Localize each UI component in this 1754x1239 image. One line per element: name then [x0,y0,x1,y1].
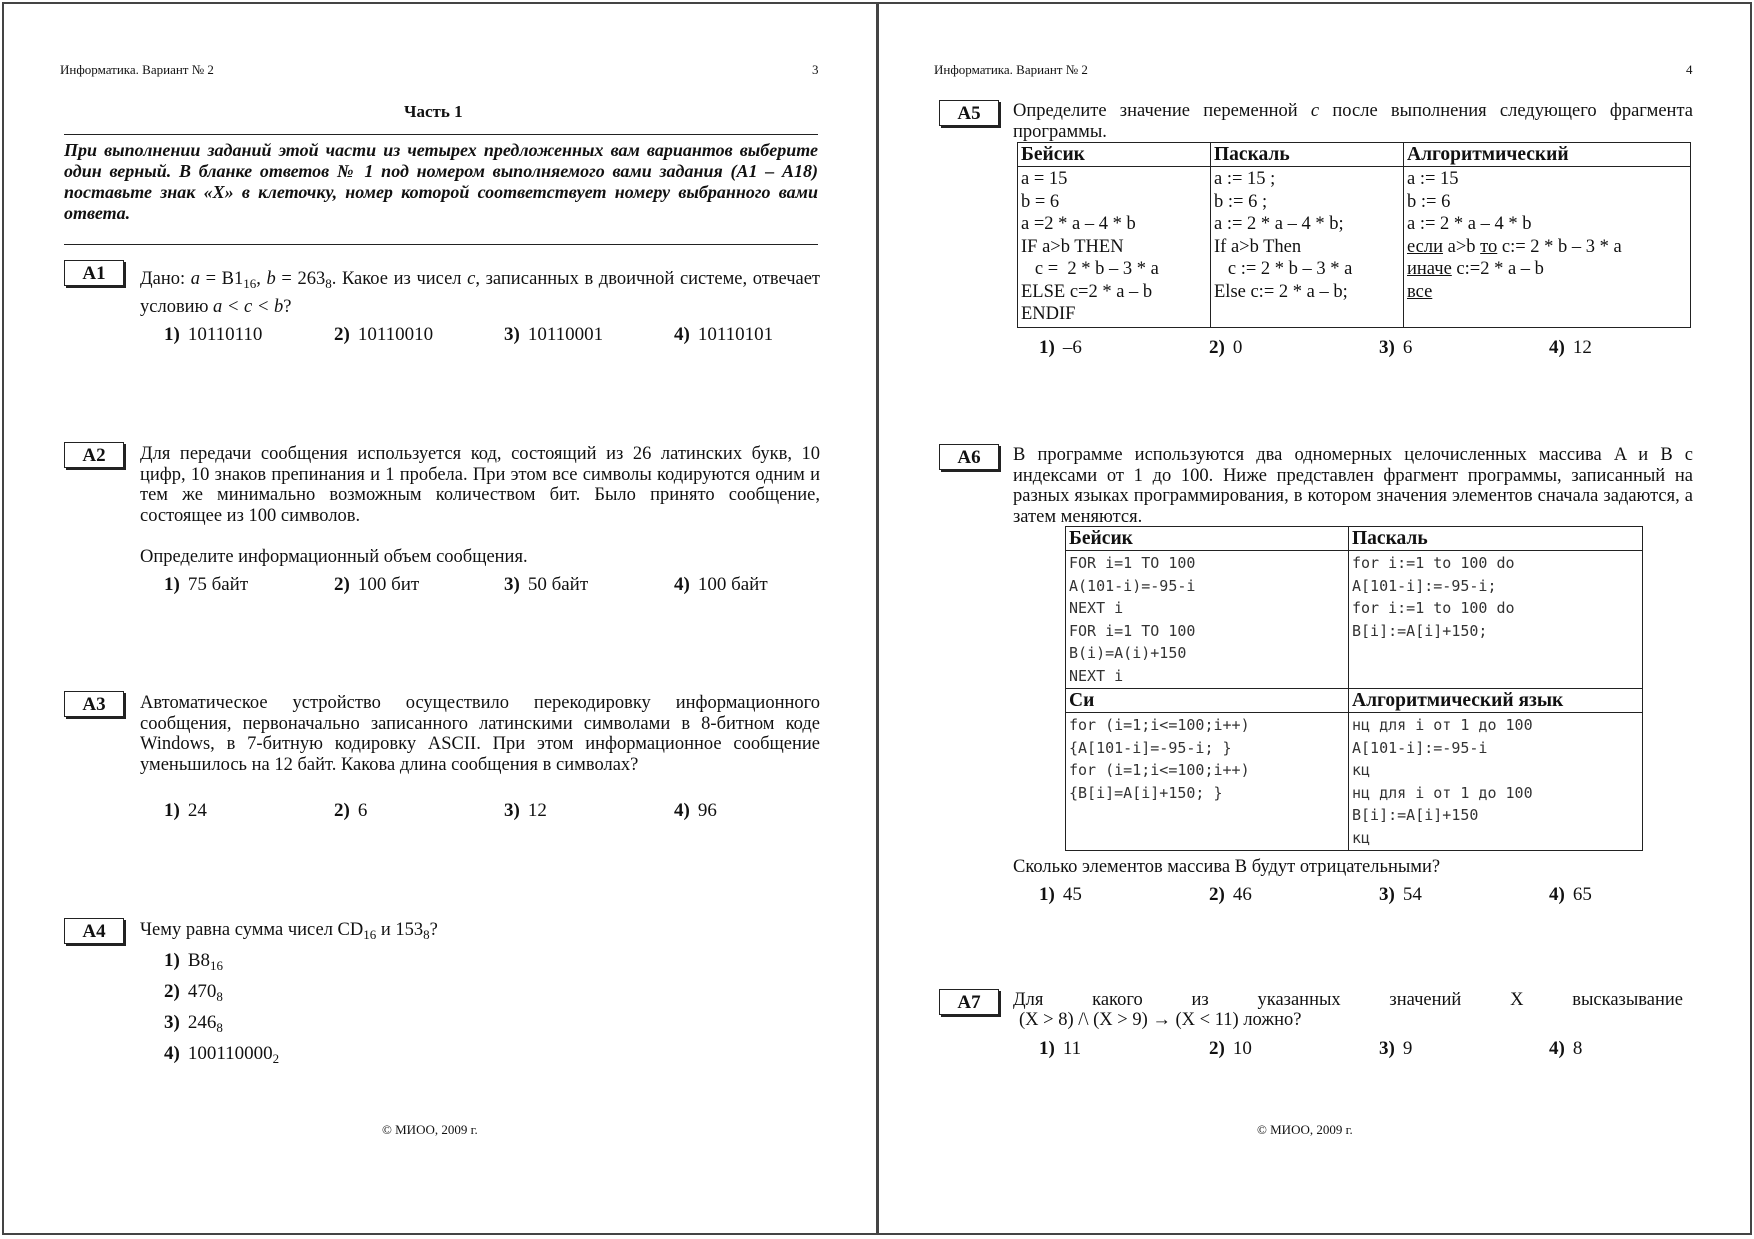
column-header: Алгоритмический [1404,143,1691,167]
answer-options-a1 [164,324,844,346]
column-header: Алгоритмический язык [1349,689,1643,713]
answer-option[interactable]: 4) 10110101 [674,324,774,345]
answer-option[interactable]: 1) 10110110 [164,324,263,345]
answer-option[interactable]: 3) $246_8$ [164,1012,223,1035]
code-cell-algorithmic: нц для i от 1 до 100 A[101-i]:=-95-i кц нц для i от 1 до 100 B[i]:=A[i]+150 кц [1349,713,1643,851]
answer-option[interactable]: 2) 10 [1209,1038,1252,1059]
answer-option[interactable]: 3) 6 [1379,337,1413,358]
code-cell-basic: a = 15 b = 6 a =2 * a – 4 * b IF a>b THEN c = 2 * b – 3 * a ELSE c=2 * a – b ENDIF [1018,167,1211,328]
right-page [878,2,1752,1235]
column-header: Бейсик [1018,143,1211,167]
answer-option[interactable]: 1) 75 байт [164,574,249,595]
answer-option[interactable]: 4) 8 [1549,1038,1583,1059]
page-header: Информатика. Вариант № 2 [934,62,1088,77]
answer-options-a4 [164,950,279,1074]
answer-option[interactable]: 3) 9 [1379,1038,1413,1059]
answer-option[interactable]: 1) 24 [164,800,207,821]
question-a7-line1: Для какого из указанных значений X высказывание [1013,990,1683,1010]
answer-option[interactable]: 4) 96 [674,800,717,821]
page-number: 3 [812,62,819,77]
answer-option[interactable]: 3) 54 [1379,884,1422,905]
question-a7-line2: (X > 8) /\ (X > 9) → (X < 11) ложно? [1019,1010,1302,1030]
column-header: Бейсик [1066,527,1349,551]
code-cell-pascal: for i:=1 to 100 do A[101-i]:=-95-i; for i:=1 to 100 do B[i]:=A[i]+150; [1349,551,1643,689]
divider [64,244,818,245]
question-a1-text: Дано: $a = B1_{16}$, $b = 263_8$. Какое из чисел c, записанных в двоичной системе, отвечает условию a < c < b? [140,269,821,317]
answer-option[interactable]: 2) 46 [1209,884,1252,905]
page-footer: © МИОО, 2009 г. [382,1122,478,1137]
page-footer: © МИОО, 2009 г. [1257,1122,1353,1137]
left-page [2,2,878,1235]
answer-option[interactable]: 2) $470_8$ [164,981,223,1004]
question-a6-prompt: Сколько элементов массива B будут отрицательными? [1013,857,1441,877]
column-header: Си [1066,689,1349,713]
question-a6-text: В программе используются два одномерных целочисленных массива A и B с индексами от 1 до 100. Ниже представлен фрагмент программы, записанный на разных языках программирования, в котором значения элементов сначала задаются, а затем меняются. [1013,445,1693,527]
answer-options-a3 [164,800,844,822]
question-a2-prompt: Определите информационный объем сообщения. [140,547,528,567]
answer-option[interactable]: 1) $B8_{16}$ [164,950,224,973]
answer-option[interactable]: 4) $100110000_2$ [164,1043,280,1066]
question-tag-a1: А1 [64,260,124,286]
answer-options-a6 [1039,884,1719,906]
question-tag-a7: А7 [939,989,999,1015]
question-tag-a4: А4 [64,918,124,944]
answer-options-a5 [1039,337,1719,359]
answer-option[interactable]: 3) 50 байт [504,574,589,595]
answer-options-a7 [1039,1038,1719,1060]
question-tag-a5: А5 [939,100,999,126]
answer-option[interactable]: 2) 100 бит [334,574,420,595]
answer-option[interactable]: 4) 12 [1549,337,1592,358]
answer-option[interactable]: 3) 10110001 [504,324,604,345]
answer-option[interactable]: 1) –6 [1039,337,1082,358]
question-a5-text: Определите значение переменной c после выполнения следующего фрагмента программы. [1013,101,1693,142]
code-cell-c: for (i=1;i<=100;i++) {A[101-i]=-95-i; } for (i=1;i<=100;i++) {B[i]=A[i]+150; } [1066,713,1349,851]
answer-option[interactable]: 1) 11 [1039,1038,1082,1059]
code-cell-pascal: a := 15 ; b := 6 ; a := 2 * a – 4 * b; If a>b Then c := 2 * b – 3 * a Else c:= 2 * a – b; [1211,167,1404,328]
answer-option[interactable]: 4) 100 байт [674,574,768,595]
question-a3-text: Автоматическое устройство осуществило перекодировку информационного сообщения, первоначально записанного латинскими символами в 8-битном коде Windows, в 7-битную кодировку ASCII. При этом информационное сообщение уменьшилось на 12 байт. Какова длина сообщения в символах? [140,693,820,775]
answer-option[interactable]: 2) 10110010 [334,324,434,345]
answer-option[interactable]: 4) 65 [1549,884,1592,905]
page-header: Информатика. Вариант № 2 [60,62,214,77]
page-number: 4 [1686,62,1693,77]
column-header: Паскаль [1211,143,1404,167]
question-tag-a3: А3 [64,691,124,717]
code-cell-basic: FOR i=1 TO 100 A(101-i)=-95-i NEXT i FOR i=1 TO 100 B(i)=A(i)+150 NEXT i [1066,551,1349,689]
question-a2-text: Для передачи сообщения используется код, состоящий из 26 латинских букв, 10 цифр, 10 знаков препинания и 1 пробела. При этом все символы кодируются одним и тем же минимально возможным количеством бит. Было принято сообщение, состоящее из 100 символов. [140,444,820,526]
answer-option[interactable]: 3) 12 [504,800,547,821]
code-table-a5 [1017,142,1691,328]
code-cell-algorithmic: a := 15 b := 6 a := 2 * a – 4 * b если a>b то c:= 2 * b – 3 * a иначе c:=2 * a – b все [1404,167,1691,328]
answer-options-a2 [164,574,844,596]
answer-option[interactable]: 2) 6 [334,800,368,821]
instructions: При выполнении заданий этой части из четырех предложенных вам вариантов выберите один верный. В бланке ответов № 1 под номером выполняемого вами задания (А1 – А18) поставьте знак «Х» в клеточку, номер которой соответствует номеру выбранного вами ответа. [64,140,818,223]
part-title: Часть 1 [404,102,463,121]
question-a4-text: Чему равна сумма чисел $CD_{16}$ и $153_8$? [140,920,438,942]
answer-option[interactable]: 2) 0 [1209,337,1243,358]
column-header: Паскаль [1349,527,1643,551]
question-tag-a2: А2 [64,442,124,468]
divider [64,134,818,135]
answer-option[interactable]: 1) 45 [1039,884,1082,905]
question-tag-a6: А6 [939,444,999,470]
code-table-a6 [1065,526,1643,851]
